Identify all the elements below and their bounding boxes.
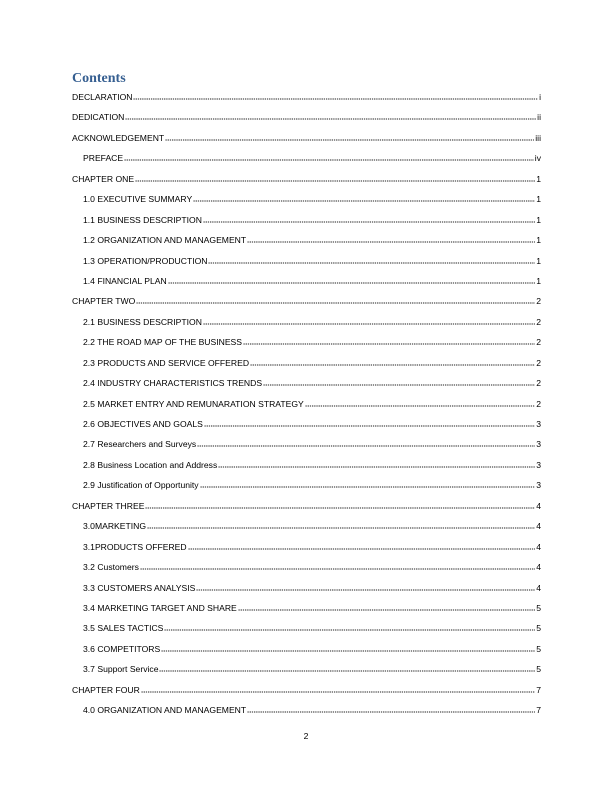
dot-leader <box>159 662 535 672</box>
dot-leader <box>161 642 535 652</box>
toc-entry[interactable] <box>72 254 541 274</box>
dot-leader <box>147 519 535 529</box>
toc-entry-page: 1 <box>536 275 541 286</box>
toc-entry-page: 3 <box>536 480 541 491</box>
dot-leader <box>145 499 535 509</box>
toc-entry[interactable] <box>72 315 541 335</box>
toc-entry-page: 2 <box>536 357 541 368</box>
toc-entry-label: 1.3 OPERATION/PRODUCTION <box>83 255 208 266</box>
dot-leader <box>305 397 535 407</box>
toc-entry-label: 3.4 MARKETING TARGET AND SHARE <box>83 602 237 613</box>
toc-entry[interactable] <box>72 294 541 314</box>
dot-leader <box>168 274 535 284</box>
toc-entry[interactable] <box>72 519 541 539</box>
toc-entry-page: 4 <box>536 562 541 573</box>
toc-entry-page: 3 <box>536 419 541 429</box>
toc-entry[interactable] <box>72 540 541 560</box>
toc-entry-label: 1.0 EXECUTIVE SUMMARY <box>83 194 193 205</box>
toc-entry[interactable] <box>72 499 541 519</box>
toc-entry-label: 3.3 CUSTOMERS ANALYSIS <box>83 582 196 593</box>
toc-entry-label: CHAPTER FOUR <box>72 684 140 695</box>
dot-leader <box>218 458 535 468</box>
toc-entry-page: 1 <box>536 214 541 225</box>
dot-leader <box>200 478 536 488</box>
toc-entry-label: 2.9 Justification of Opportunity <box>83 480 199 491</box>
toc-entry[interactable] <box>72 90 541 110</box>
toc-entry[interactable] <box>72 356 541 376</box>
toc-entry-page: 7 <box>536 684 541 695</box>
toc-entry-page: iv <box>534 153 541 164</box>
toc-entry-page: 5 <box>536 643 541 654</box>
dot-leader <box>203 213 535 223</box>
toc-entry-page: 4 <box>536 500 541 511</box>
dot-leader <box>135 172 535 182</box>
toc-entry-label: PREFACE <box>83 153 124 164</box>
toc-entry-page: 1 <box>536 255 541 266</box>
toc-entry-page: 3 <box>536 439 541 450</box>
dot-leader <box>247 703 535 713</box>
dot-leader <box>165 131 534 141</box>
toc-entry-page: 4 <box>536 521 541 532</box>
toc-entry-page: 7 <box>536 705 541 716</box>
page-title: Contents <box>72 71 126 86</box>
toc-entry-page: 1 <box>536 173 541 184</box>
toc-entry-label: 3.6 COMPETITORS <box>83 643 161 654</box>
dot-leader <box>196 581 535 591</box>
toc-entry-label: 3.1PRODUCTS OFFERED <box>83 541 187 552</box>
toc-entry-label: 1.2 ORGANIZATION AND MANAGEMENT <box>83 235 247 246</box>
toc-entry-page: 4 <box>536 582 541 593</box>
toc-entry-page: iii <box>535 132 541 143</box>
toc-entry-page: 5 <box>536 664 541 675</box>
toc-entry-page: ii <box>537 112 541 123</box>
toc-entry-page: 5 <box>536 602 541 613</box>
toc-entry[interactable] <box>72 213 541 233</box>
toc-entry-page: 2 <box>536 398 541 409</box>
toc-entry-page: 2 <box>536 296 541 307</box>
toc-entry[interactable] <box>72 642 541 662</box>
toc-entry-page: 1 <box>536 235 541 246</box>
toc-entry-label: 1.4 FINANCIAL PLAN <box>83 275 167 286</box>
toc-entry[interactable] <box>72 703 541 723</box>
dot-leader <box>125 110 536 120</box>
toc-entry-label: 3.5 SALES TACTICS <box>83 623 164 634</box>
toc-entry-label: 2.8 Business Location and Address <box>83 459 218 470</box>
table-of-contents <box>72 90 541 724</box>
dot-leader <box>188 540 536 550</box>
dot-leader <box>247 233 535 243</box>
toc-entry-label: 3.7 Support Service <box>83 664 159 675</box>
toc-entry[interactable] <box>72 192 541 212</box>
dot-leader <box>124 151 534 161</box>
dot-leader <box>203 315 535 325</box>
toc-entry-page: 1 <box>536 194 541 205</box>
toc-entry-label: 2.1 BUSINESS DESCRIPTION <box>83 316 202 327</box>
toc-entry[interactable] <box>72 110 541 130</box>
toc-entry-page: 3 <box>536 459 541 470</box>
dot-leader <box>140 560 535 570</box>
toc-entry-label: 3.2 Customers <box>83 562 139 573</box>
toc-entry-page: 2 <box>536 316 541 327</box>
toc-entry[interactable] <box>72 478 541 498</box>
dot-leader <box>193 192 535 202</box>
toc-entry[interactable] <box>72 560 541 580</box>
toc-entry-label: 2.7 Researchers and Surveys <box>83 439 197 450</box>
toc-entry-label: 2.2 THE ROAD MAP OF THE BUSINESS <box>83 337 243 348</box>
toc-entry[interactable] <box>72 131 541 151</box>
toc-entry[interactable] <box>72 601 541 621</box>
toc-entry-label: CHAPTER THREE <box>72 500 145 511</box>
toc-entry-label: 4.0 ORGANIZATION AND MANAGEMENT <box>83 705 247 716</box>
toc-entry-label: DEDICATION <box>72 112 125 123</box>
toc-entry[interactable] <box>72 233 541 253</box>
toc-entry[interactable] <box>72 458 541 478</box>
dot-leader <box>204 417 535 427</box>
dot-leader <box>141 683 535 693</box>
toc-entry[interactable] <box>72 397 541 417</box>
toc-entry-page: 2 <box>536 337 541 348</box>
toc-entry-label: CHAPTER ONE <box>72 173 135 184</box>
dot-leader <box>133 90 538 100</box>
dot-leader <box>208 254 535 264</box>
dot-leader <box>250 356 535 366</box>
toc-entry-page: 4 <box>536 541 541 552</box>
toc-entry[interactable] <box>72 376 541 396</box>
toc-entry[interactable] <box>72 621 541 641</box>
toc-entry-page: 5 <box>536 623 541 634</box>
dot-leader <box>263 376 535 386</box>
toc-entry-label: 2.4 INDUSTRY CHARACTERISTICS TRENDS <box>83 378 263 389</box>
toc-entry-label: 3.0MARKETING <box>83 521 147 532</box>
toc-entry-label: CHAPTER TWO <box>72 296 136 307</box>
toc-entry[interactable] <box>72 437 541 457</box>
toc-entry[interactable] <box>72 172 541 192</box>
dot-leader <box>164 621 535 631</box>
toc-entry-label: 2.5 MARKET ENTRY AND REMUNARATION STRATEGY <box>83 398 304 409</box>
page-number: 2 <box>303 731 309 741</box>
toc-entry-label: ACKNOWLEDGEMENT <box>72 132 165 143</box>
toc-entry[interactable] <box>72 151 541 171</box>
toc-entry-page: 2 <box>536 378 541 389</box>
dot-leader <box>238 601 535 611</box>
dot-leader <box>197 437 535 447</box>
dot-leader <box>136 294 535 304</box>
toc-entry-label: 2.6 OBJECTIVES AND GOALS <box>83 419 203 429</box>
toc-entry[interactable] <box>72 683 541 703</box>
toc-entry-page: i <box>539 92 541 102</box>
toc-entry[interactable] <box>72 662 541 682</box>
toc-entry[interactable] <box>72 274 541 294</box>
toc-entry[interactable] <box>72 581 541 601</box>
toc-entry[interactable] <box>72 417 541 437</box>
dot-leader <box>243 335 535 345</box>
toc-entry-label: DECLARATION <box>72 92 133 102</box>
toc-entry-label: 2.3 PRODUCTS AND SERVICE OFFERED <box>83 357 250 368</box>
toc-entry-label: 1.1 BUSINESS DESCRIPTION <box>83 214 202 225</box>
toc-entry[interactable] <box>72 335 541 355</box>
